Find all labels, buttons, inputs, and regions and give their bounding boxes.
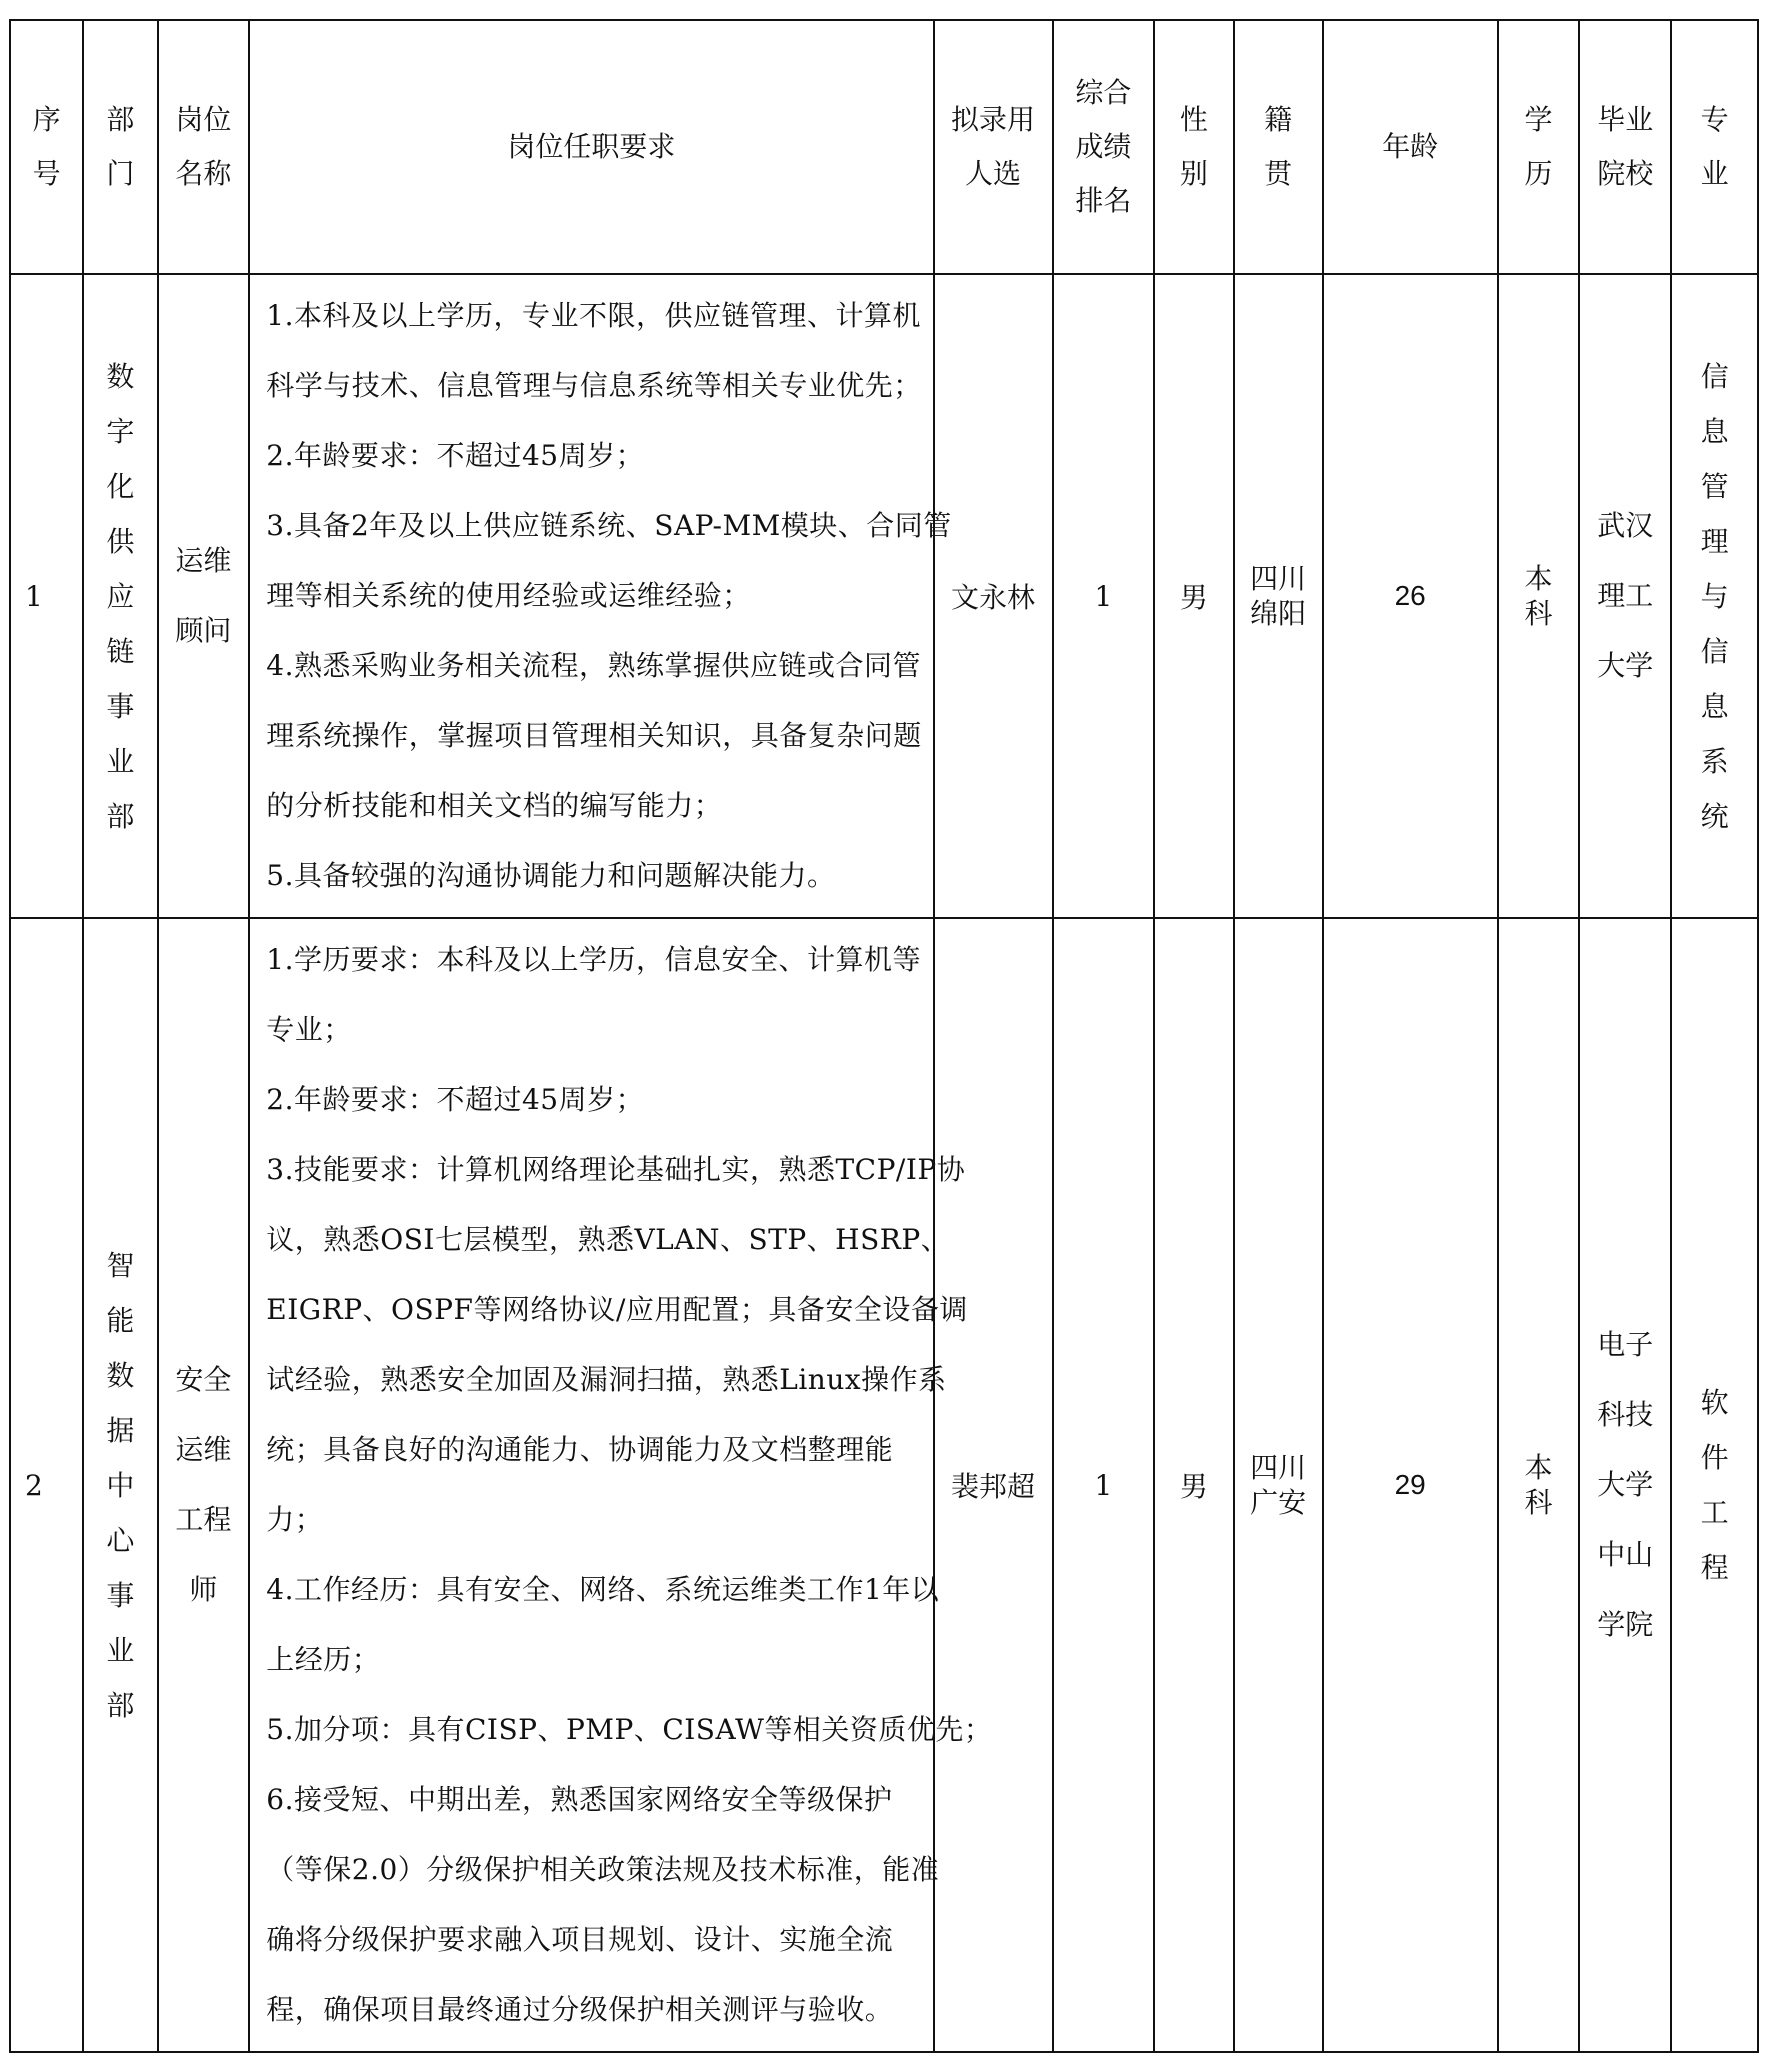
header-row: [10, 20, 1758, 274]
cell-origin: [1234, 918, 1323, 2052]
header-dept-line: 部: [106, 103, 135, 136]
header-post-line: 岗位: [175, 103, 232, 136]
header-dept-line: 门: [106, 157, 135, 190]
cell-dept-char: 智: [106, 1248, 135, 1282]
cell-seq: 1: [10, 274, 83, 918]
cell-post-line: 师: [189, 1573, 218, 1606]
header-rank-line: 排名: [1075, 184, 1132, 217]
requirement-line: 统；具备良好的沟通能力、协调能力及文档整理能: [266, 1433, 894, 1466]
header-seq-line: 序: [32, 103, 61, 136]
cell-post-line: 顾问: [175, 614, 232, 647]
header-candidate-line: 拟录用: [951, 103, 1036, 136]
cell-school-line: 电子: [1597, 1328, 1654, 1361]
cell-origin-line: 四川: [1250, 562, 1307, 595]
header-school-line: 毕业: [1597, 103, 1654, 136]
table-row: [10, 918, 1758, 2052]
cell-dept-char: 字: [106, 414, 135, 448]
requirement-line: 科学与技术、信息管理与信息系统等相关专业优先；: [266, 369, 922, 402]
cell-requirements: [249, 918, 993, 2052]
cell-school-line: 科技: [1597, 1398, 1654, 1431]
cell-school: [1579, 274, 1671, 918]
header-seq: [10, 20, 83, 274]
header-rank-line: 综合: [1075, 76, 1132, 109]
cell-major-char: 程: [1700, 1551, 1729, 1584]
requirement-line: 1.学历要求：本科及以上学历，信息安全、计算机等: [266, 943, 921, 976]
cell-seq: 2: [10, 918, 83, 2052]
header-candidate: [934, 20, 1053, 274]
cell-major-char: 软: [1700, 1386, 1729, 1419]
header-post-line: 名称: [175, 157, 232, 190]
cell-school-line: 理工: [1597, 579, 1654, 612]
cell-edu-char: 科: [1524, 1486, 1553, 1519]
cell-school-line: 大学: [1597, 1468, 1654, 1501]
requirement-line: 的分析技能和相关文档的编写能力；: [266, 789, 723, 822]
cell-edu-char: 科: [1524, 597, 1553, 630]
header-age: 年龄: [1323, 20, 1498, 274]
header-major-line: 专: [1700, 103, 1729, 136]
requirement-line: 专业；: [266, 1013, 352, 1046]
cell-dept: [83, 274, 157, 918]
cell-major: [1671, 918, 1758, 2052]
header-edu-line: 学: [1524, 103, 1553, 136]
cell-major: [1671, 274, 1758, 918]
cell-dept-char: 能: [106, 1303, 135, 1337]
cell-school-line: 武汉: [1597, 509, 1654, 542]
header-origin-line: 籍: [1264, 103, 1293, 136]
requirement-line: 程，确保项目最终通过分级保护相关测评与验收。: [266, 1993, 894, 2026]
table-row: [10, 274, 1758, 918]
header-edu: [1498, 20, 1580, 274]
header-post: [158, 20, 250, 274]
cell-edu-char: 本: [1524, 562, 1553, 595]
cell-dept-char: 事: [106, 689, 135, 723]
requirement-line: 议，熟悉OSI七层模型，熟悉VLAN、STP、HSRP、: [266, 1223, 950, 1256]
header-requirements: 岗位任职要求: [249, 20, 933, 274]
cell-dept-char: 中: [106, 1468, 135, 1502]
cell-major-char: 理: [1700, 524, 1729, 558]
cell-gender: 男: [1154, 918, 1233, 2052]
requirement-line: 3.具备2年及以上供应链系统、SAP-MM模块、合同管: [266, 509, 952, 542]
header-rank: [1053, 20, 1155, 274]
cell-dept-char: 业: [106, 744, 135, 778]
header-edu-line: 历: [1524, 157, 1553, 190]
cell-age: 26: [1323, 274, 1498, 918]
cell-dept-char: 事: [106, 1578, 135, 1612]
cell-major-char: 信: [1700, 359, 1729, 393]
requirement-line: 理系统操作，掌握项目管理相关知识，具备复杂问题: [266, 719, 922, 752]
requirement-line: 试经验，熟悉安全加固及漏洞扫描，熟悉Linux操作系: [266, 1363, 947, 1396]
cell-school-line: 大学: [1597, 649, 1654, 682]
recruitment-table: [9, 19, 1759, 2053]
cell-origin-line: 绵阳: [1250, 597, 1307, 630]
requirement-line: 理等相关系统的使用经验或运维经验；: [266, 579, 751, 612]
cell-dept-char: 应: [106, 579, 135, 613]
requirement-line: 1.本科及以上学历，专业不限，供应链管理、计算机: [266, 299, 921, 332]
cell-dept-char: 链: [106, 634, 135, 668]
cell-dept-char: 化: [106, 469, 135, 503]
cell-origin-line: 广安: [1250, 1486, 1307, 1519]
cell-post: [158, 274, 250, 918]
requirement-line: 3.技能要求：计算机网络理论基础扎实，熟悉TCP/IP协: [266, 1153, 966, 1186]
requirement-line: 2.年龄要求：不超过45周岁；: [266, 1083, 645, 1116]
requirement-line: 4.工作经历：具有安全、网络、系统运维类工作1年以: [266, 1573, 940, 1606]
header-school: [1579, 20, 1671, 274]
cell-major-char: 息: [1700, 414, 1729, 448]
cell-major-char: 系: [1700, 744, 1729, 778]
cell-post-line: 工程: [175, 1503, 232, 1536]
requirement-line: 4.熟悉采购业务相关流程，熟练掌握供应链或合同管: [266, 649, 921, 682]
cell-edu-char: 本: [1524, 1451, 1553, 1484]
requirement-line: 5.具备较强的沟通协调能力和问题解决能力。: [266, 859, 836, 892]
cell-requirements: [249, 274, 952, 918]
requirement-line: 2.年龄要求：不超过45周岁；: [266, 439, 645, 472]
requirement-line: 上经历；: [266, 1643, 381, 1676]
cell-edu: [1498, 918, 1580, 2052]
cell-major-char: 工: [1700, 1496, 1729, 1529]
header-major-line: 业: [1700, 157, 1729, 190]
cell-major-char: 件: [1700, 1441, 1729, 1474]
cell-post: [158, 918, 250, 2052]
requirement-line: （等保2.0）分级保护相关政策法规及技术标准，能准: [266, 1853, 940, 1886]
cell-major-char: 统: [1700, 799, 1729, 833]
cell-major-char: 信: [1700, 634, 1729, 668]
cell-rank: 1: [1053, 918, 1155, 2052]
cell-candidate: 文永林: [934, 274, 1053, 918]
cell-dept-char: 部: [106, 1688, 135, 1722]
cell-origin: [1234, 274, 1323, 918]
cell-age: 29: [1323, 918, 1498, 2052]
requirement-line: 力；: [266, 1503, 324, 1536]
cell-major-char: 息: [1700, 689, 1729, 723]
header-major: [1671, 20, 1758, 274]
cell-dept-char: 数: [106, 1358, 135, 1392]
header-origin: [1234, 20, 1323, 274]
requirement-line: 确将分级保护要求融入项目规划、设计、实施全流: [266, 1923, 894, 1956]
requirement-line: EIGRP、OSPF等网络协议/应用配置；具备安全设备调: [266, 1293, 968, 1326]
cell-school: [1579, 918, 1671, 2052]
cell-school-line: 学院: [1597, 1608, 1654, 1641]
cell-candidate: 裴邦超: [934, 918, 1053, 2052]
cell-major-char: 管: [1700, 469, 1729, 503]
header-gender-line: 别: [1179, 157, 1208, 190]
cell-dept-char: 业: [106, 1633, 135, 1667]
cell-edu: [1498, 274, 1580, 918]
header-gender-line: 性: [1179, 103, 1208, 136]
cell-dept: [83, 918, 157, 2052]
cell-post-line: 运维: [175, 544, 232, 577]
cell-dept-char: 数: [106, 359, 135, 393]
cell-dept-char: 心: [106, 1523, 135, 1557]
header-seq-line: 号: [32, 157, 61, 190]
cell-dept-char: 据: [106, 1413, 135, 1447]
requirement-line: 5.加分项：具有CISP、PMP、CISAW等相关资质优先；: [266, 1713, 993, 1746]
cell-school-line: 中山: [1597, 1538, 1654, 1571]
cell-major-char: 与: [1700, 579, 1729, 613]
header-dept: [83, 20, 157, 274]
cell-post-line: 运维: [175, 1433, 232, 1466]
cell-origin-line: 四川: [1250, 1451, 1307, 1484]
cell-dept-char: 部: [106, 799, 135, 833]
cell-dept-char: 供: [106, 524, 135, 558]
cell-rank: 1: [1053, 274, 1155, 918]
header-origin-line: 贯: [1264, 157, 1293, 190]
header-gender: [1154, 20, 1233, 274]
cell-post-line: 安全: [175, 1363, 232, 1396]
header-rank-line: 成绩: [1075, 130, 1132, 163]
header-candidate-line: 人选: [965, 157, 1022, 190]
header-school-line: 院校: [1597, 157, 1654, 190]
requirement-line: 6.接受短、中期出差，熟悉国家网络安全等级保护: [266, 1783, 893, 1816]
cell-gender: 男: [1154, 274, 1233, 918]
